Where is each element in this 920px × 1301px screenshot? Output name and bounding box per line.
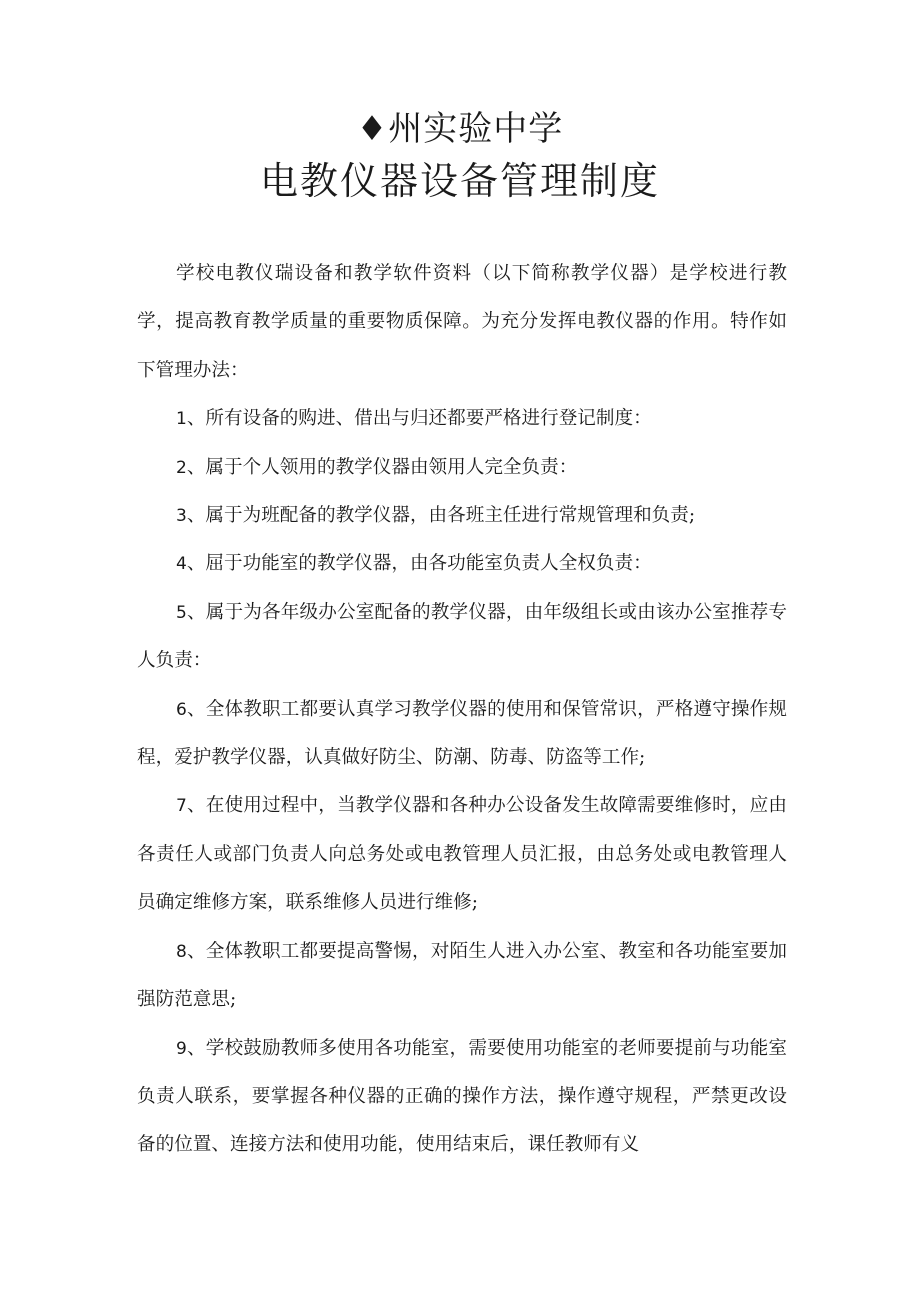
list-item	[137, 444, 787, 492]
item-number: 9	[176, 1038, 187, 1059]
item-number: 4	[176, 554, 187, 575]
list-item	[137, 589, 787, 686]
item-text: 、全体教职工都要提高警惕，对陌生人进入办公室、教室和各功能室要加强防范意思;	[137, 940, 787, 1011]
item-number: 3	[176, 506, 187, 527]
title-block	[0, 104, 920, 208]
item-text: 、全体教职工都要认真学习教学仪器的使用和保管常识，严格遵守操作规程，爱护教学仪器，认真做好防尘、防潮、防毒、防盗等工作;	[137, 698, 787, 769]
item-text: 、所有设备的购进、借出与归还都要严格进行登记制度：	[186, 408, 652, 430]
item-text: 、屈于功能室的教学仪器，由各功能室负责人全权负责：	[186, 553, 652, 575]
list-item	[137, 782, 787, 927]
item-number: 6	[176, 699, 187, 720]
document-title: 电教仪器设备管理制度	[259, 159, 660, 203]
list-item	[137, 686, 787, 783]
document-body	[137, 250, 787, 1170]
item-text: 、属于个人领用的教学仪器由领用人完全负责：	[186, 456, 578, 478]
item-number: 8	[176, 941, 187, 962]
item-text: 、属于为班配备的教学仪器，由各班主任进行常规管理和负责;	[186, 505, 696, 527]
item-number: 1	[176, 409, 187, 430]
list-item	[137, 928, 787, 1025]
item-number: 5	[176, 602, 187, 623]
item-text: 、在使用过程中，当教学仪器和各种办公设备发生故障需要维修时，应由各责任人或部门负责人向总务处或电教管理人员汇报，由总务处或电教管理人员确定维修方案，联系维修人员进行维修;	[137, 795, 787, 914]
item-number: 2	[176, 457, 187, 478]
list-item	[137, 540, 787, 588]
item-number: 7	[176, 796, 187, 817]
school-name: ♦州实验中学	[356, 109, 564, 149]
list-item	[137, 1025, 787, 1170]
list-item	[137, 395, 787, 443]
intro-paragraph: 学校电教仪瑞设备和教学软件资料（以下简称教学仪器）是学校进行教学，提高教育教学质量的重要物质保障。为充分发挥电教仪器的作用。特作如下管理办法：	[137, 263, 787, 381]
item-text: 、属于为各年级办公室配备的教学仪器，由年级组长或由该办公室推荐专人负责：	[137, 601, 787, 672]
list-item	[137, 492, 787, 540]
item-text: 、学校鼓励教师多使用各功能室，需要使用功能室的老师要提前与功能室负责人联系，要掌握各种仪器的正确的操作方法，操作遵守规程，严禁更改设备的位置、连接方法和使用功能，使用结束后，课任教师有义	[137, 1037, 787, 1156]
